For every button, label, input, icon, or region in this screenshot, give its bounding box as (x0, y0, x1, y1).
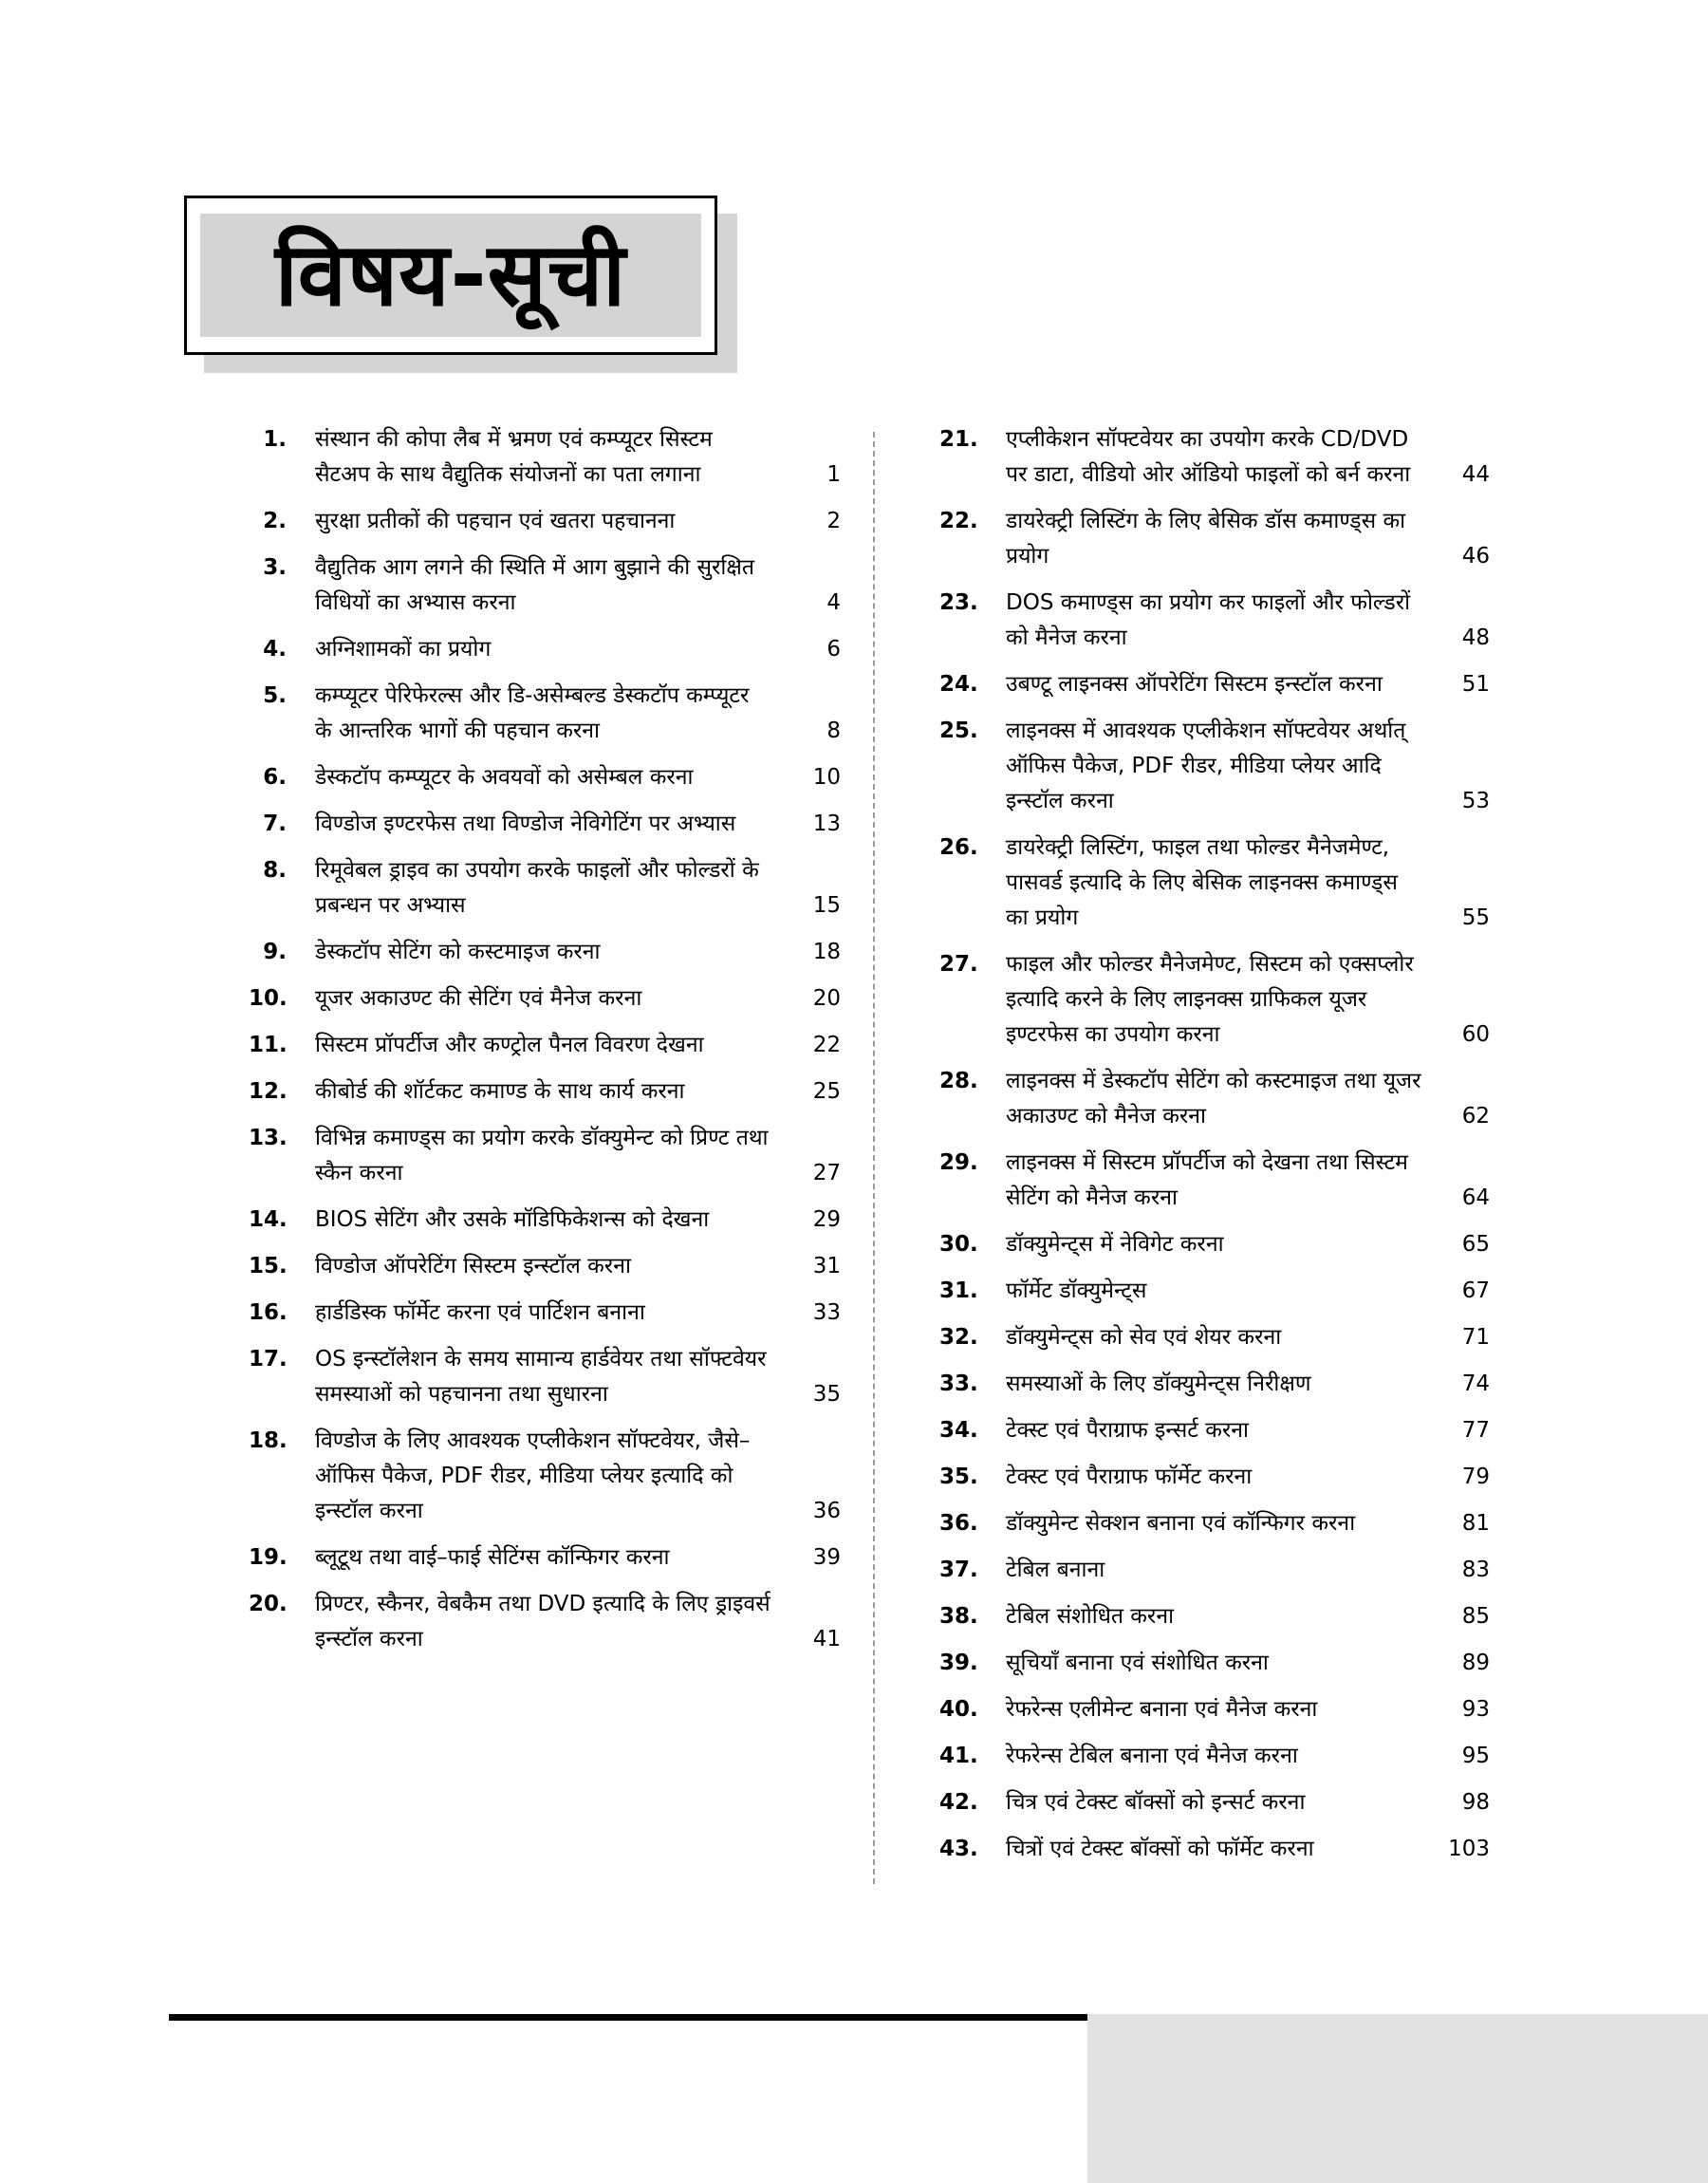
toc-entry-page: 27 (812, 1161, 841, 1185)
toc-entry[interactable] (939, 667, 1490, 702)
toc-entry-number: 22. (939, 509, 978, 533)
toc-entry[interactable] (249, 550, 841, 621)
toc-entry-title: रेफरेन्स एलीमेन्ट बनाना एवं मैनेज करना (1006, 1697, 1318, 1722)
toc-entry-page: 13 (812, 812, 841, 836)
toc-entry-title: चित्र एवं टेक्स्ट बॉक्सों को इन्सर्ट करना (1006, 1790, 1306, 1815)
toc-entry-title: विण्डोज इण्टरफेस तथा विण्डोज नेविगेटिंग पर अभ्यास (315, 812, 736, 836)
toc-entry-page: 25 (812, 1079, 841, 1104)
toc-entry-page: 29 (812, 1207, 841, 1232)
toc-entry-number: 18. (249, 1428, 288, 1453)
toc-entry-title: सूचियाँ बनाना एवं संशोधित करना (1006, 1651, 1269, 1675)
toc-left-column (249, 422, 841, 1669)
toc-entry-page: 1 (826, 462, 841, 487)
toc-entry-number: 26. (939, 835, 978, 860)
toc-entry-page: 65 (1461, 1232, 1490, 1257)
toc-entry-page: 20 (812, 986, 841, 1011)
toc-entry-page: 71 (1461, 1325, 1490, 1350)
toc-entry[interactable] (249, 807, 841, 842)
toc-entry-title: प्रिण्टर, स्कैनर, वेबकैम तथा DVD इत्यादि के लिए ड्राइवर्स इन्स्टॉल करना (315, 1592, 770, 1651)
toc-entry[interactable] (939, 1227, 1490, 1262)
toc-entry[interactable] (939, 1646, 1490, 1681)
toc-entry-title: कम्प्यूटर पेरिफेरल्स और डि-असेम्बल्ड डेस्कटॉप कम्प्यूटर के आन्तरिक भागों की पहचान करना (315, 683, 750, 743)
toc-entry[interactable] (249, 1342, 841, 1412)
toc-entry[interactable] (939, 1413, 1490, 1448)
title-inner (200, 214, 701, 337)
toc-entry-title: डॉक्युमेन्ट्स में नेविगेट करना (1006, 1232, 1224, 1257)
toc-entry-title: समस्याओं के लिए डॉक्युमेन्ट्स निरीक्षण (1006, 1371, 1311, 1396)
toc-entry-page: 10 (812, 765, 841, 790)
toc-entry-title: वैद्युतिक आग लगने की स्थिति में आग बुझाने की सुरक्षित विधियों का अभ्यास करना (315, 555, 754, 615)
toc-entry-number: 38. (939, 1604, 978, 1629)
toc-entry[interactable] (939, 1064, 1490, 1134)
toc-entry-number: 31. (939, 1278, 978, 1303)
toc-entry-title: डेस्कटॉप सेटिंग को कस्टमाइज करना (315, 940, 601, 964)
toc-entry-page: 98 (1461, 1790, 1490, 1815)
toc-entry-page: 15 (812, 893, 841, 918)
toc-entry-page: 48 (1461, 625, 1490, 650)
toc-entry-number: 19. (249, 1545, 288, 1570)
toc-entry[interactable] (249, 853, 841, 924)
toc-entry-number: 24. (939, 672, 978, 697)
toc-entry-number: 40. (939, 1697, 978, 1722)
toc-entry[interactable] (249, 935, 841, 970)
toc-entry-page: 18 (812, 940, 841, 964)
toc-entry-page: 81 (1461, 1511, 1490, 1536)
toc-entry-number: 15. (249, 1254, 288, 1278)
toc-entry[interactable] (939, 586, 1490, 656)
toc-entry-number: 36. (939, 1511, 978, 1536)
toc-entry[interactable] (249, 679, 841, 749)
toc-entry-title: BIOS सेटिंग और उसके मॉडिफिकेशन्स को देखना (315, 1207, 710, 1232)
toc-entry[interactable] (939, 504, 1490, 574)
toc-entry-title: हार्डडिस्क फॉर्मेट करना एवं पार्टिशन बनाना (315, 1300, 645, 1325)
toc-entry-title: डायरेक्ट्री लिस्टिंग के लिए बेसिक डॉस कमाण्ड्स का प्रयोग (1006, 509, 1406, 569)
toc-entry-title: डेस्कटॉप कम्प्यूटर के अवयवों को असेम्बल करना (315, 765, 694, 790)
toc-entry-title: फॉर्मेट डॉक्युमेन्ट्स (1006, 1278, 1147, 1303)
toc-entry-page: 4 (826, 590, 841, 615)
toc-entry[interactable] (939, 1599, 1490, 1634)
toc-entry-number: 1. (263, 427, 287, 452)
toc-entry-title: डॉक्युमेन्ट सेक्शन बनाना एवं कॉन्फिगर करना (1006, 1511, 1356, 1536)
toc-entry-title: डायरेक्ट्री लिस्टिंग, फाइल तथा फोल्डर मैनेजमेण्ट, पासवर्ड इत्यादि के लिए बेसिक लाइनक्स कमाण्ड्स का प्रयोग (1006, 835, 1398, 930)
toc-entry-title: संस्थान की कोपा लैब में भ्रमण एवं कम्प्यूटर सिस्टम सैटअप के साथ वैद्युतिक संयोजनों का पता लगाना (315, 427, 713, 487)
toc-entry-title: अग्निशामकों का प्रयोग (315, 637, 492, 662)
toc-entry-page: 6 (826, 637, 841, 662)
toc-entry-number: 39. (939, 1651, 978, 1675)
toc-entry-page: 103 (1448, 1837, 1490, 1861)
toc-entry-title: OS इन्स्टॉलेशन के समय सामान्य हार्डवेयर तथा सॉफ्टवेयर समस्याओं को पहचानना तथा सुधारना (315, 1347, 767, 1407)
toc-entry-title: विभिन्न कमाण्ड्स का प्रयोग करके डॉक्युमेन्ट को प्रिण्ट तथा स्कैन करना (315, 1126, 769, 1185)
toc-entry-title: विण्डोज के लिए आवश्यक एप्लीकेशन सॉफ्टवेयर, जैसे–ऑफिस पैकेज, PDF रीडर, मीडिया प्लेयर इत्यादि को इन्स्टॉल करना (315, 1428, 751, 1523)
toc-entry[interactable] (249, 981, 841, 1017)
toc-entry-number: 37. (939, 1558, 978, 1582)
page-title: विषय-सूची (274, 224, 627, 326)
toc-entry-number: 3. (263, 555, 287, 580)
toc-entry-title: रिमूवेबल ड्राइव का उपयोग करके फाइलों और फोल्डरों के प्रबन्धन पर अभ्यास (315, 858, 759, 918)
toc-entry-page: 44 (1461, 462, 1490, 487)
toc-entry[interactable] (249, 1249, 841, 1284)
toc-right-column (939, 422, 1490, 1878)
toc-entry-number: 30. (939, 1232, 978, 1257)
toc-entry[interactable] (939, 1320, 1490, 1355)
footer-block (1087, 2014, 1708, 2183)
toc-entry[interactable] (939, 1506, 1490, 1541)
toc-entry-number: 8. (263, 858, 287, 883)
toc-entry-number: 32. (939, 1325, 978, 1350)
toc-entry[interactable] (939, 1274, 1490, 1309)
toc-entry[interactable] (249, 632, 841, 667)
toc-entry-number: 35. (939, 1465, 978, 1489)
toc-entry-title: चित्रों एवं टेक्स्ट बॉक्सों को फॉर्मेट करना (1006, 1837, 1314, 1861)
toc-entry-number: 28. (939, 1069, 978, 1093)
toc-entry-title: एप्लीकेशन सॉफ्टवेयर का उपयोग करके CD/DVD पर डाटा, वीडियो ओर ऑडियो फाइलों को बर्न करना (1006, 427, 1411, 487)
toc-entry-number: 20. (249, 1592, 288, 1616)
toc-entry[interactable] (249, 760, 841, 795)
toc-entry[interactable] (939, 1367, 1490, 1402)
toc-entry-title: रेफरेन्स टेबिल बनाना एवं मैनेज करना (1006, 1744, 1298, 1768)
toc-entry-number: 41. (939, 1744, 978, 1768)
toc-entry-number: 34. (939, 1418, 978, 1443)
toc-entry-page: 62 (1461, 1104, 1490, 1129)
toc-entry-page: 77 (1461, 1418, 1490, 1443)
toc-entry-number: 17. (249, 1347, 288, 1371)
toc-entry-number: 16. (249, 1300, 288, 1325)
toc-entry[interactable] (939, 1553, 1490, 1588)
toc-entry-title: डॉक्युमेन्ट्स को सेव एवं शेयर करना (1006, 1325, 1282, 1350)
toc-entry[interactable] (249, 1540, 841, 1576)
toc-entry[interactable] (249, 1203, 841, 1238)
toc-entry-title: DOS कमाण्ड्स का प्रयोग कर फाइलों और फोल्डरों को मैनेज करना (1006, 590, 1411, 650)
toc-entry[interactable] (249, 1296, 841, 1331)
toc-entry-page: 31 (812, 1254, 841, 1278)
toc-entry-page: 39 (812, 1545, 841, 1570)
toc-entry-number: 25. (939, 718, 978, 743)
toc-entry-number: 10. (249, 986, 288, 1011)
toc-entry-page: 93 (1461, 1697, 1490, 1722)
toc-entry-page: 55 (1461, 905, 1490, 930)
toc-entry-page: 8 (826, 718, 841, 743)
toc-entry-title: सुरक्षा प्रतीकों की पहचान एवं खतरा पहचानना (315, 509, 676, 533)
toc-entry-number: 33. (939, 1371, 978, 1396)
toc-entry[interactable] (939, 1692, 1490, 1727)
toc-entry-title: उबण्टू लाइनक्स ऑपरेटिंग सिस्टम इन्स्टॉल करना (1006, 672, 1383, 697)
toc-entry[interactable] (939, 422, 1490, 493)
toc-entry-page: 83 (1461, 1558, 1490, 1582)
toc-entry-page: 85 (1461, 1604, 1490, 1629)
toc-entry-title: फाइल और फोल्डर मैनेजमेण्ट, सिस्टम को एक्सप्लोर इत्यादि करने के लिए लाइनक्स ग्राफिकल यूजर इण्टरफेस का उपयोग करना (1006, 952, 1414, 1047)
toc-entry-page: 41 (812, 1627, 841, 1651)
toc-entry-title: विण्डोज ऑपरेटिंग सिस्टम इन्स्टॉल करना (315, 1254, 631, 1278)
toc-entry-page: 67 (1461, 1278, 1490, 1303)
toc-entry[interactable] (939, 1785, 1490, 1820)
toc-entry[interactable] (249, 1074, 841, 1110)
toc-entry-title: कीबोर्ड की शॉर्टकट कमाण्ड के साथ कार्य करना (315, 1079, 685, 1104)
toc-entry-page: 22 (812, 1033, 841, 1057)
toc-entry-number: 11. (249, 1033, 288, 1057)
toc-entry-page: 60 (1461, 1022, 1490, 1047)
toc-entry-number: 21. (939, 427, 978, 452)
toc-entry-page: 64 (1461, 1185, 1490, 1210)
toc-entry-title: लाइनक्स में डेस्कटॉप सेटिंग को कस्टमाइज तथा यूजर अकाउण्ट को मैनेज करना (1006, 1069, 1421, 1129)
title-box (184, 196, 717, 355)
toc-entry-page: 2 (826, 509, 841, 533)
toc-entry[interactable] (249, 1587, 841, 1657)
toc-entry[interactable] (939, 830, 1490, 936)
toc-entry-number: 43. (939, 1837, 978, 1861)
toc-entry-page: 51 (1461, 672, 1490, 697)
toc-entry-page: 33 (812, 1300, 841, 1325)
toc-entry[interactable] (939, 947, 1490, 1053)
toc-entry[interactable] (939, 1146, 1490, 1216)
toc-entry-number: 13. (249, 1126, 288, 1150)
toc-entry-page: 95 (1461, 1744, 1490, 1768)
toc-entry-number: 9. (263, 940, 287, 964)
toc-entry-title: लाइनक्स में सिस्टम प्रॉपर्टीज को देखना तथा सिस्टम सेटिंग को मैनेज करना (1006, 1150, 1408, 1210)
toc-entry[interactable] (939, 1739, 1490, 1774)
toc-entry-number: 27. (939, 952, 978, 977)
toc-entry-number: 6. (263, 765, 287, 790)
toc-entry-number: 5. (263, 683, 287, 708)
toc-entry-page: 74 (1461, 1371, 1490, 1396)
toc-entry[interactable] (249, 1424, 841, 1529)
footer-rule (169, 2014, 1110, 2021)
toc-entry-number: 29. (939, 1150, 978, 1175)
toc-entry[interactable] (249, 1028, 841, 1063)
toc-entry[interactable] (249, 504, 841, 539)
column-divider (873, 432, 875, 1884)
toc-entry-title: टेक्स्ट एवं पैराग्राफ फॉर्मेट करना (1006, 1465, 1253, 1489)
toc-entry-page: 79 (1461, 1465, 1490, 1489)
toc-entry-title: ब्लूटूथ तथा वाई–फाई सेटिंग्स कॉन्फिगर करना (315, 1545, 670, 1570)
toc-entry[interactable] (249, 422, 841, 493)
toc-entry-title: लाइनक्स में आवश्यक एप्लीकेशन सॉफ्टवेयर अर्थात् ऑफिस पैकेज, PDF रीडर, मीडिया प्लेयर आदि इन्स्टॉल करना (1006, 718, 1406, 813)
toc-entry-number: 7. (263, 812, 287, 836)
toc-entry-title: टेबिल बनाना (1006, 1558, 1105, 1582)
toc-entry[interactable] (939, 714, 1490, 819)
toc-entry-page: 46 (1461, 544, 1490, 569)
toc-entry-number: 14. (249, 1207, 288, 1232)
toc-entry-title: टेक्स्ट एवं पैराग्राफ इन्सर्ट करना (1006, 1418, 1250, 1443)
toc-entry-page: 35 (812, 1382, 841, 1407)
toc-entry-page: 36 (812, 1499, 841, 1523)
toc-entry-number: 23. (939, 590, 978, 615)
toc-entry-page: 89 (1461, 1651, 1490, 1675)
toc-entry-number: 2. (263, 509, 287, 533)
toc-entry-title: टेबिल संशोधित करना (1006, 1604, 1175, 1629)
toc-entry-number: 12. (249, 1079, 288, 1104)
toc-entry-number: 4. (263, 637, 287, 662)
toc-entry-title: सिस्टम प्रॉपर्टीज और कण्ट्रोल पैनल विवरण देखना (315, 1033, 704, 1057)
toc-entry-page: 53 (1461, 789, 1490, 813)
toc-entry[interactable] (939, 1832, 1490, 1867)
toc-entry[interactable] (939, 1460, 1490, 1495)
toc-entry[interactable] (249, 1121, 841, 1191)
toc-entry-number: 42. (939, 1790, 978, 1815)
toc-entry-title: यूजर अकाउण्ट की सेटिंग एवं मैनेज करना (315, 986, 642, 1011)
